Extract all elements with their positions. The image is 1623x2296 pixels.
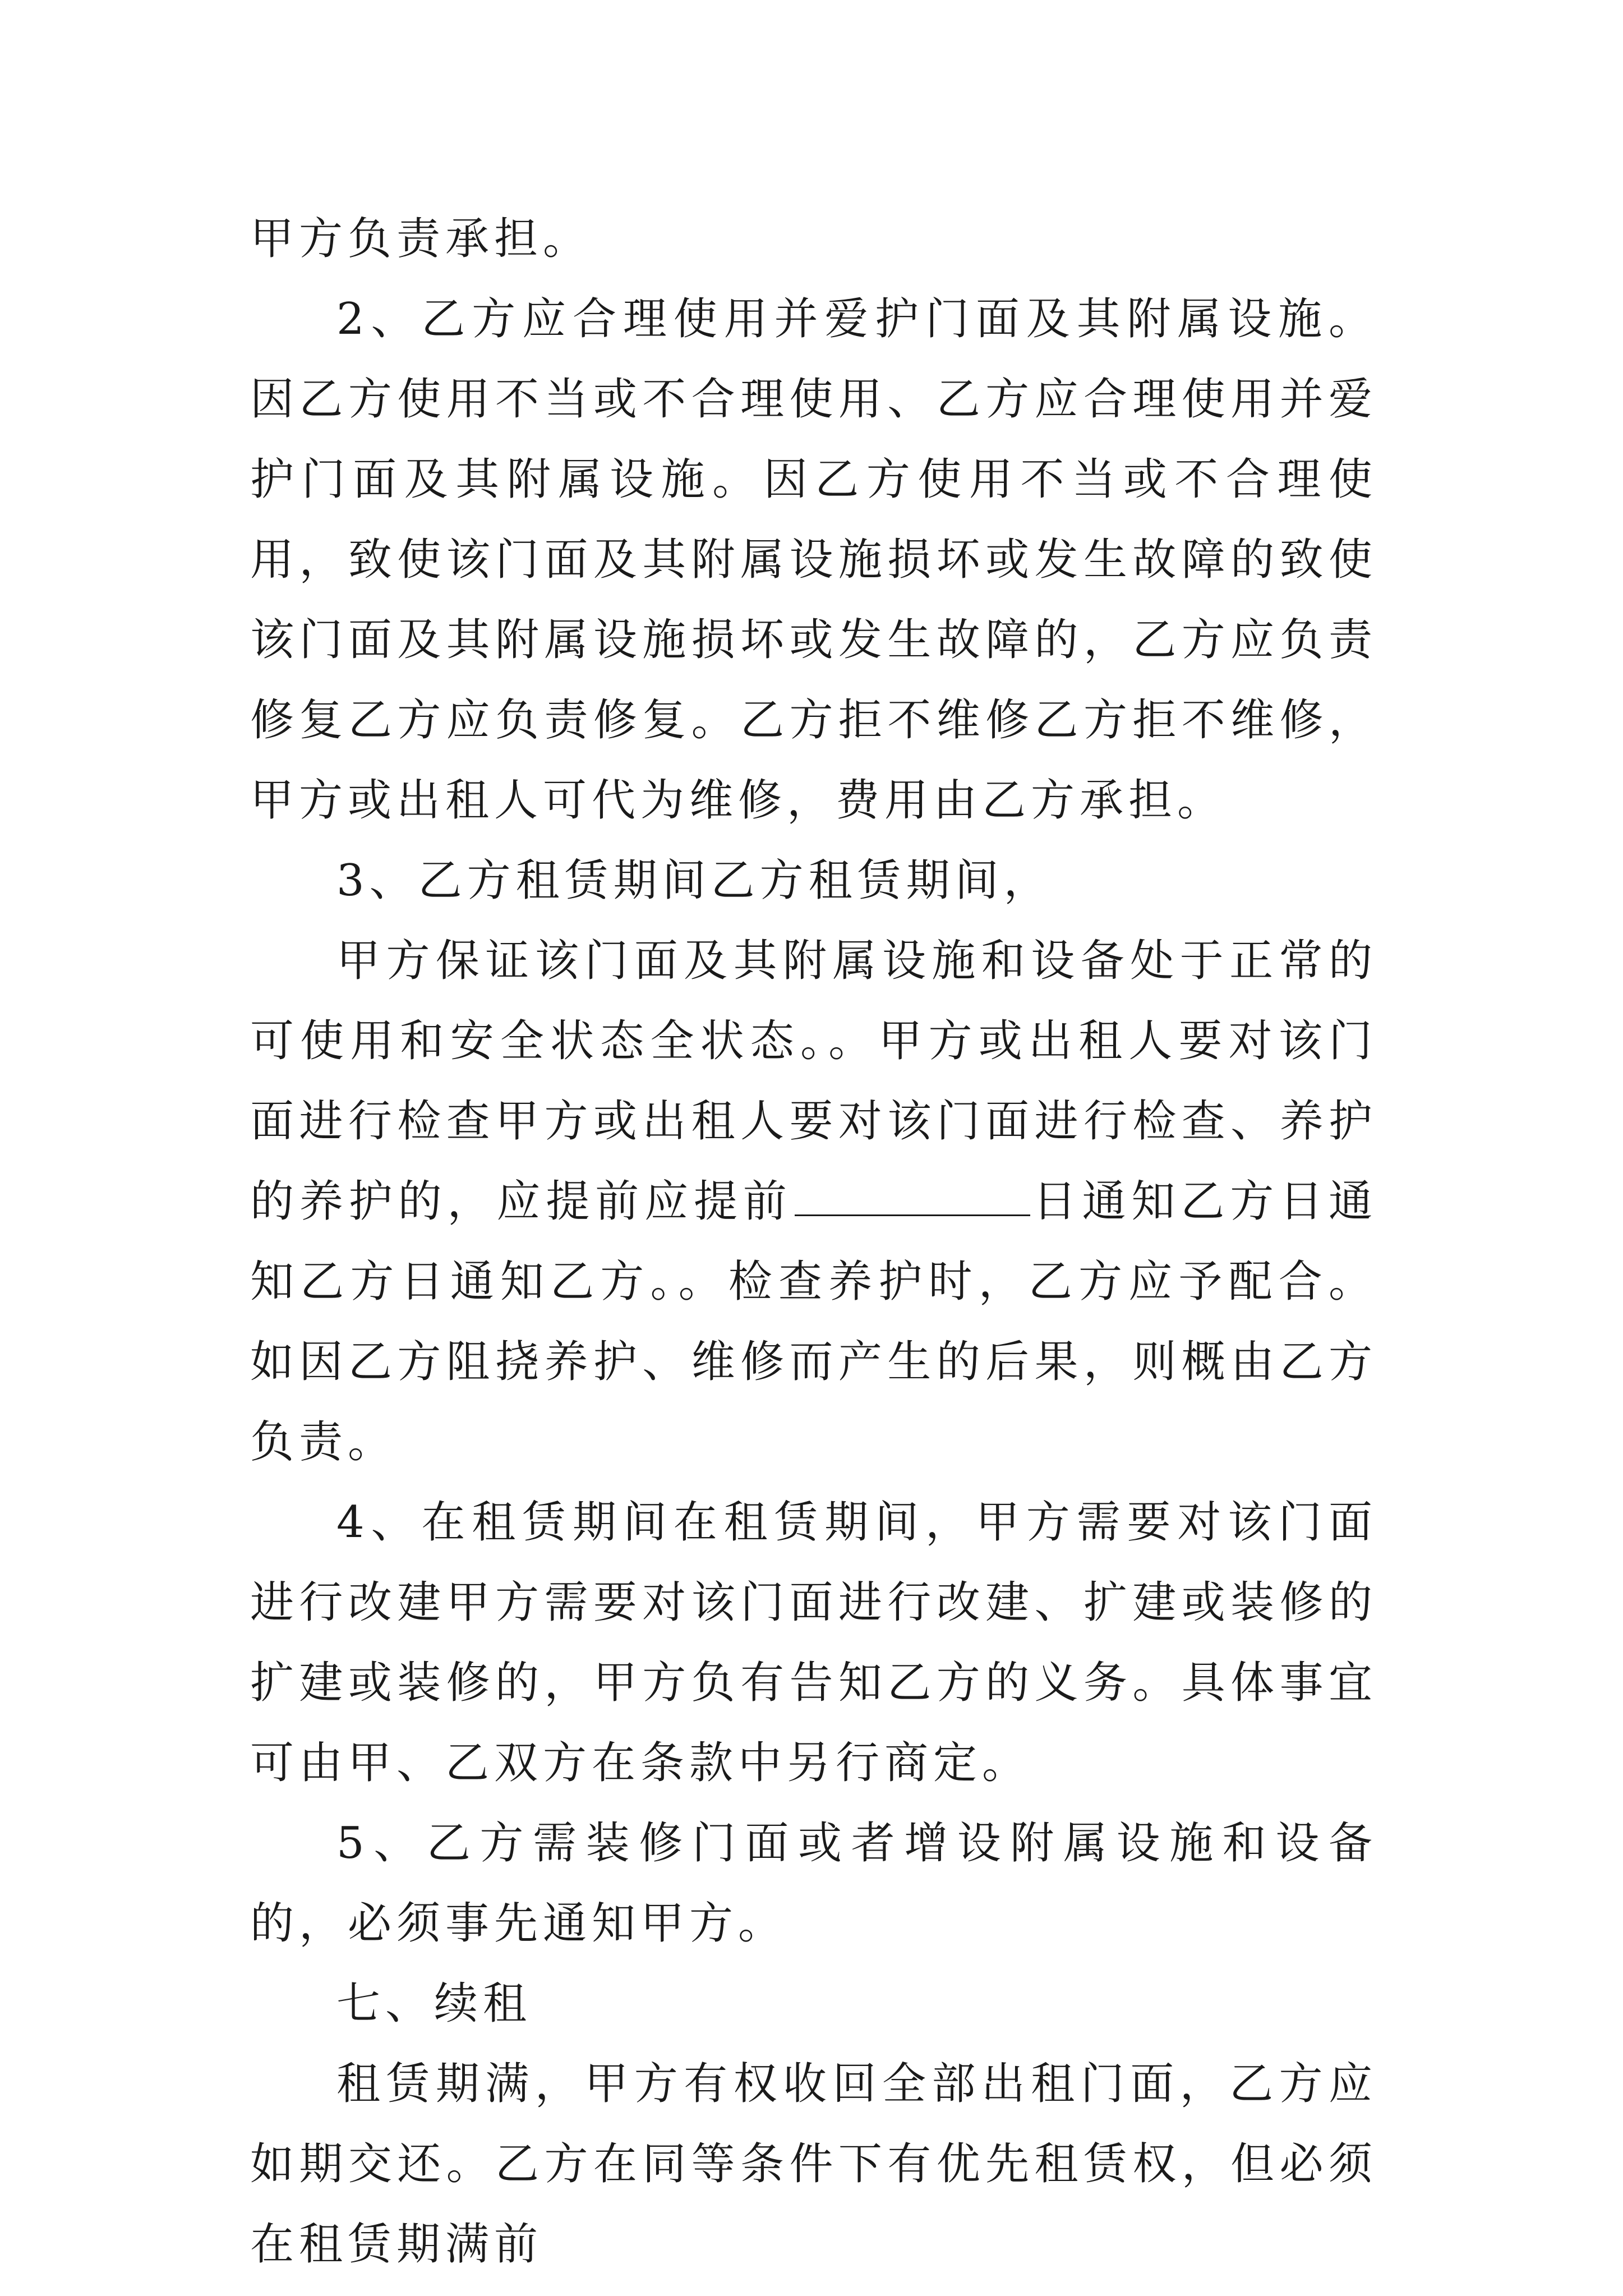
paragraph-text: 租赁期满，甲方有权收回全部出租门面，乙方应如期交还。乙方在同等条件下有优先租赁权，但必须在租赁期满前 (250, 2059, 1377, 2270)
paragraph-text: 3、乙方租赁期间乙方租赁期间， (336, 855, 1053, 906)
paragraph-clause-3-detail (250, 921, 1377, 1483)
paragraph-clause-2 (250, 279, 1377, 841)
paragraph-text-before-blank: 甲方保证该门面及其附属设施和设备处于正常的可使用和安全状态全状态。。甲方或出租人要对该门面进行检查甲方或出租人要对该门面进行检查、养护的养护的，应提前应提前 (250, 936, 1377, 1227)
paragraph-text: 甲方负责承担。 (250, 214, 592, 264)
paragraph-clause-5 (250, 1803, 1377, 1964)
document-body (250, 199, 1377, 2285)
paragraph-text-after-blank: 日通知乙方日通知乙方日通知乙方。。检查养护时，乙方应予配合。如因乙方阻挠养护、维修而产生的后果，则概由乙方负责。 (250, 1176, 1377, 1467)
fill-in-blank (795, 1175, 1030, 1216)
paragraph-text: 4、在租赁期间在租赁期间，甲方需要对该门面进行改建甲方需要对该门面进行改建、扩建或装修的扩建或装修的，甲方负有告知乙方的义务。具体事宜可由甲、乙双方在条款中另行商定。 (250, 1497, 1377, 1788)
paragraph-clause-4 (250, 1483, 1377, 1803)
paragraph-cost-responsibility (250, 199, 1377, 279)
paragraph-text: 5、乙方需装修门面或者增设附属设施和设备的，必须事先通知甲方。 (250, 1818, 1377, 1949)
paragraph-renewal (250, 2044, 1377, 2285)
section-heading-renewal (250, 1964, 1377, 2044)
paragraph-clause-3 (250, 841, 1377, 921)
heading-text: 七、续租 (336, 1978, 532, 2029)
paragraph-text: 2、乙方应合理使用并爱护门面及其附属设施。因乙方使用不当或不合理使用、乙方应合理使用并爱护门面及其附属设施。因乙方使用不当或不合理使用，致使该门面及其附属设施损坏或发生故障的致使该门面及其附属设施损坏或发生故障的，乙方应负责修复乙方应负责修复。乙方拒不维修乙方拒不维修，甲方或出租人可代为维修，费用由乙方承担。 (250, 294, 1377, 826)
